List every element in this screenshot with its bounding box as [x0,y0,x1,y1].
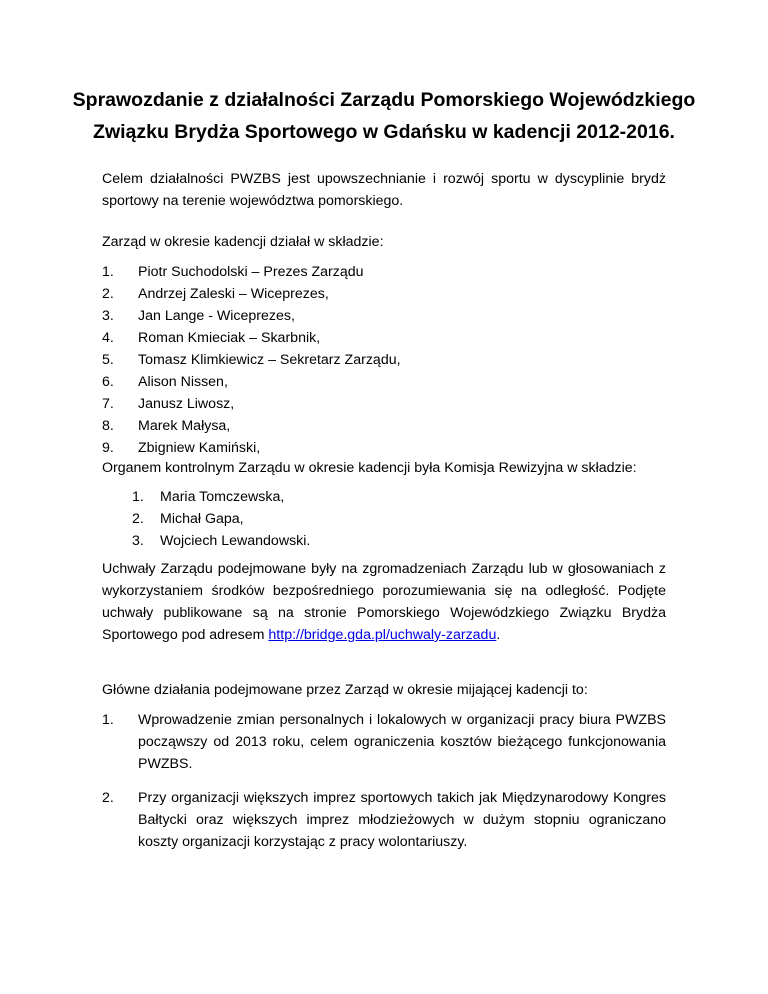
list-item [102,261,666,283]
list-number: 5. [102,352,114,368]
actions-intro: Główne działania podejmowane przez Zarząd w okresie mijającej kadencji to: [102,682,588,698]
board-intro: Zarząd w okresie kadencji działał w składzie: [102,234,384,250]
list-item [102,709,666,775]
document-title [60,84,708,148]
intro-paragraph: Celem działalności PWZBS jest upowszechnianie i rozwój sportu w dyscyplinie brydż sportowy na terenie województwa pomorskiego. [102,171,666,209]
list-number: 6. [102,374,114,390]
list-text: Roman Kmieciak – Skarbnik, [138,330,321,346]
list-item [102,305,666,327]
title-line-1: Sprawozdanie z działalności Zarządu Pomorskiego Wojewódzkiego [72,89,696,111]
list-text: Piotr Suchodolski – Prezes Zarządu [138,264,364,280]
list-text: Przy organizacji większych imprez sportowych takich jak Międzynarodowy Kongres Bałtycki oraz większych imprez młodzieżowych w dużym stopniu ograniczano koszty organizacji korzystając z pracy wolontariuszy. [138,790,666,850]
list-text: Janusz Liwosz, [138,396,235,412]
control-body-intro: Organem kontrolnym Zarządu w okresie kadencji była Komisja Rewizyjna w składzie: [102,460,637,476]
list-item [132,530,652,552]
list-item [102,371,666,393]
audit-commission-list [132,486,652,552]
list-item [132,508,652,530]
list-item [132,486,652,508]
list-text: Andrzej Zaleski – Wiceprezes, [138,286,329,302]
list-number: 2. [132,511,144,527]
list-item [102,415,666,437]
resolutions-text: Uchwały Zarządu podejmowane były na zgromadzeniach Zarządu lub w głosowaniach z wykorzystaniem środków bezpośredniego porozumiewania się na odległość. Podjęte uchwały publikowane są na stronie Pomorskiego Wojewódzkiego Związku Brydża Sportowego pod adresem [102,561,666,643]
resolutions-end: . [496,627,501,643]
list-text: Wprowadzenie zmian personalnych i lokalowych w organizacji pracy biura PWZBS począwszy od 2013 roku, celem ograniczenia kosztów bieżącego funkcjonowania PWZBS. [138,712,666,772]
list-item [102,787,666,853]
list-number: 7. [102,396,114,412]
list-number: 2. [102,286,114,302]
list-number: 1. [102,712,114,728]
board-members-list [102,261,666,459]
list-text: Jan Lange - Wiceprezes, [138,308,295,324]
title-line-2: Związku Brydża Sportowego w Gdańsku w kadencji 2012-2016. [93,121,675,143]
list-number: 4. [102,330,114,346]
list-number: 2. [102,790,114,806]
list-item [102,437,666,459]
list-item [102,393,666,415]
list-item [102,327,666,349]
list-text: Wojciech Lewandowski. [160,533,311,549]
list-number: 3. [102,308,114,324]
list-text: Maria Tomczewska, [160,489,285,505]
list-number: 1. [102,264,114,280]
resolutions-link[interactable]: http://bridge.gda.pl/uchwaly-zarzadu [268,627,497,643]
list-text: Tomasz Klimkiewicz – Sekretarz Zarządu, [138,352,401,368]
list-number: 3. [132,533,144,549]
list-item [102,283,666,305]
list-item [102,349,666,371]
list-number: 8. [102,418,114,434]
list-number: 9. [102,440,114,456]
list-text: Marek Małysa, [138,418,231,434]
list-text: Michał Gapa, [160,511,244,527]
list-text: Alison Nissen, [138,374,228,390]
list-number: 1. [132,489,144,505]
resolutions-paragraph [102,558,666,646]
list-text: Zbigniew Kamiński, [138,440,261,456]
main-actions-list [102,709,666,865]
